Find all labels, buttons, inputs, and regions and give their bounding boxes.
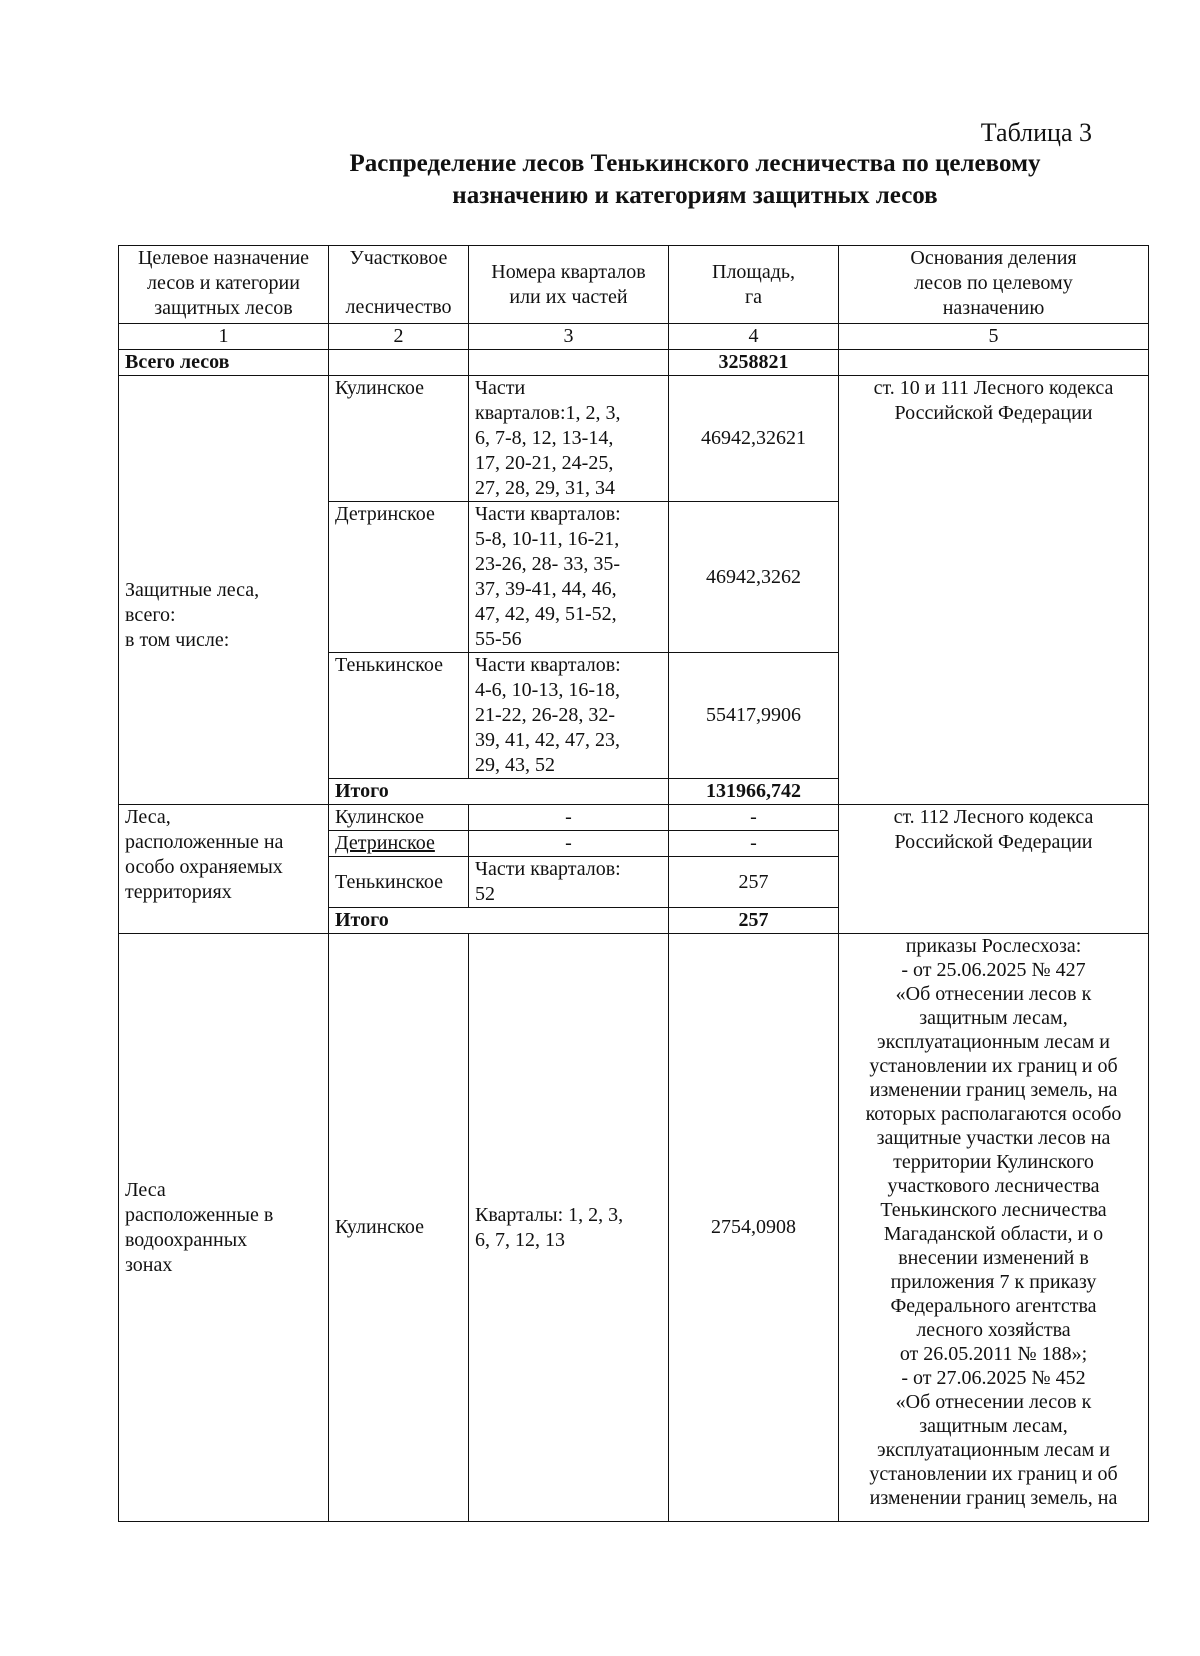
title-line-2: назначению и категориям защитных лесов <box>452 182 938 209</box>
protective-row-kulinskoe <box>119 376 1149 502</box>
water-protection-basis: приказы Рослесхоза: - от 25.06.2025 № 427 «Об отнесении лесов к защитным лесам, эксплуатационным лесам и установлении их границ и об изменении границ земель, на которых располагаются особо защитные участки лесов на территории Кулинского участкового лесничества Тенькинского лесничества Магаданской области, и о внесении изменений в приложения 7 к приказу Федерального агентства лесного хозяйства от 26.05.2011 № 188»; - от 27.06.2025 № 452 «Об отнесении лесов к защитным лесам, эксплуатационным лесам и установлении их границ и об изменении границ земель, на <box>839 934 1149 1522</box>
header-row <box>119 246 1149 324</box>
header-district-line1: Участковое <box>349 247 448 269</box>
water-protection-row <box>119 934 1149 1522</box>
quarters-cell: Части кварталов:1, 2, 3, 6, 7-8, 12, 13-14, 17, 20-21, 24-25, 27, 28, 29, 31, 34 <box>469 376 669 502</box>
subtotal-area: 257 <box>669 908 839 934</box>
quarters-cell: Кварталы: 1, 2, 3, 6, 7, 12, 13 <box>469 934 669 1522</box>
empty-cell <box>329 350 469 376</box>
empty-cell <box>839 350 1149 376</box>
area-cell: 46942,32621 <box>669 376 839 502</box>
district-cell: Детринское <box>329 831 469 857</box>
document-title <box>120 148 1200 212</box>
quarters-cell: Части кварталов: 4-6, 10-13, 16-18, 21-22, 26-28, 32- 39, 41, 42, 47, 23, 29, 43, 52 <box>469 653 669 779</box>
quarters-cell: - <box>469 805 669 831</box>
header-district <box>329 246 469 324</box>
header-purpose: Целевое назначение лесов и категории защитных лесов <box>119 246 329 324</box>
area-cell: - <box>669 805 839 831</box>
area-cell: - <box>669 831 839 857</box>
protective-basis: ст. 10 и 111 Лесного кодекса Российской Федерации <box>839 376 1149 805</box>
district-cell: Тенькинское <box>329 653 469 779</box>
protective-category: Защитные леса, всего: в том числе: <box>119 376 329 805</box>
quarters-cell: Части кварталов: 52 <box>469 857 669 908</box>
column-number: 1 <box>119 324 329 350</box>
protected-basis: ст. 112 Лесного кодекса Российской Федерации <box>839 805 1149 934</box>
protected-row-kulinskoe <box>119 805 1149 831</box>
column-number: 3 <box>469 324 669 350</box>
column-number-row <box>119 324 1149 350</box>
water-protection-category: Леса расположенные в водоохранных зонах <box>119 934 329 1522</box>
district-cell: Кулинское <box>329 934 469 1522</box>
header-basis: Основания деления лесов по целевому назначению <box>839 246 1149 324</box>
total-forests-label: Всего лесов <box>119 350 329 376</box>
column-number: 5 <box>839 324 1149 350</box>
header-district-line2: лесничество <box>345 296 452 318</box>
district-cell: Тенькинское <box>329 857 469 908</box>
quarters-cell: Части кварталов: 5-8, 10-11, 16-21, 23-26, 28- 33, 35- 37, 39-41, 44, 46, 47, 42, 49, 51-52, 55-56 <box>469 502 669 653</box>
total-forests-area: 3258821 <box>669 350 839 376</box>
column-number: 4 <box>669 324 839 350</box>
column-number: 2 <box>329 324 469 350</box>
district-cell: Кулинское <box>329 805 469 831</box>
subtotal-label: Итого <box>329 908 669 934</box>
empty-cell <box>469 350 669 376</box>
title-line-1: Распределение лесов Тенькинского лесничества по целевому <box>349 150 1041 177</box>
header-area: Площадь, га <box>669 246 839 324</box>
subtotal-area: 131966,742 <box>669 779 839 805</box>
area-cell: 55417,9906 <box>669 653 839 779</box>
district-cell: Кулинское <box>329 376 469 502</box>
quarters-cell: - <box>469 831 669 857</box>
area-cell: 46942,3262 <box>669 502 839 653</box>
area-cell: 257 <box>669 857 839 908</box>
subtotal-label: Итого <box>329 779 669 805</box>
total-forests-row <box>119 350 1149 376</box>
area-cell: 2754,0908 <box>669 934 839 1522</box>
district-cell: Детринское <box>329 502 469 653</box>
forest-distribution-table <box>118 245 1149 1522</box>
table-number: Таблица 3 <box>980 118 1092 147</box>
header-quarters: Номера кварталов или их частей <box>469 246 669 324</box>
protected-category: Леса, расположенные на особо охраняемых территориях <box>119 805 329 934</box>
